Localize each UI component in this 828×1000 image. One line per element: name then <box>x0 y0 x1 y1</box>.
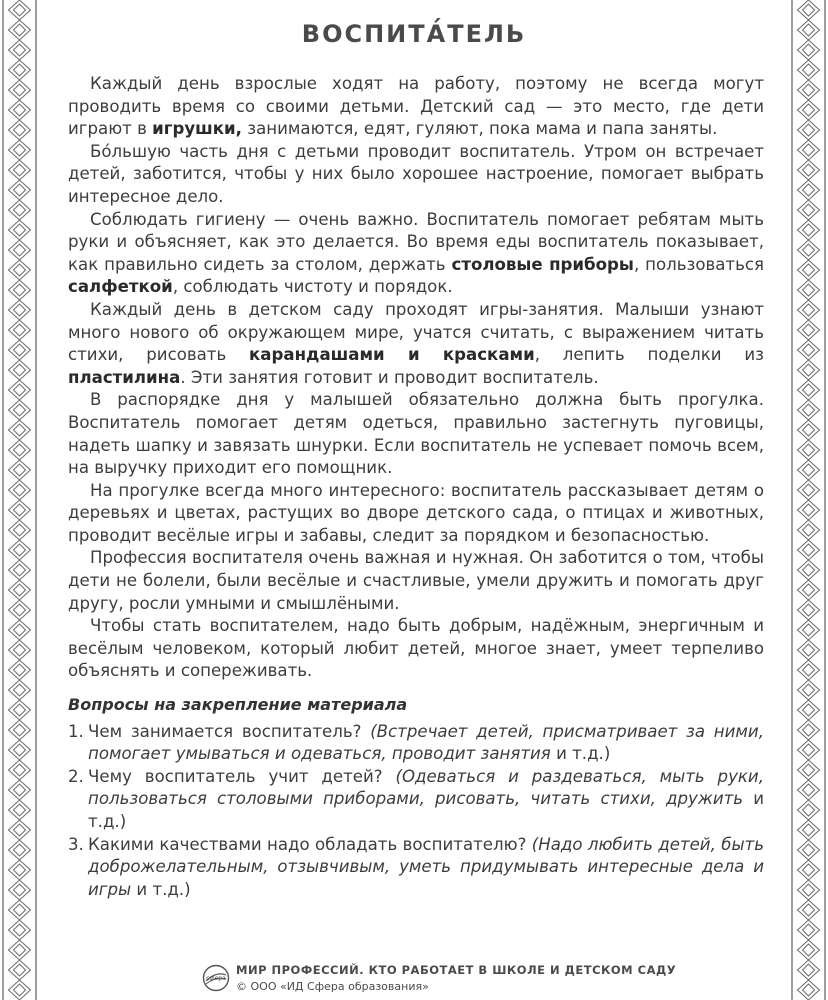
page-title: ВОСПИТА́ТЕЛЬ <box>301 20 527 49</box>
text-segment: . Эти занятия готовит и проводит воспитатель. <box>180 367 599 387</box>
ornament-diamond <box>9 920 31 940</box>
ornament-inner-diamond <box>14 244 26 256</box>
ornament-inner-diamond <box>14 904 26 916</box>
ornament-diamond <box>798 820 820 840</box>
logo-text: сфера <box>206 975 226 982</box>
ornament-inner-diamond <box>803 164 815 176</box>
ornament-diamond <box>798 0 820 20</box>
ornament-inner-diamond <box>14 464 26 476</box>
questions-list <box>68 721 764 902</box>
ornament-diamond <box>9 560 31 580</box>
ornament-diamond <box>9 540 31 560</box>
ornament-diamond <box>9 100 31 120</box>
ornament-inner-diamond <box>803 884 815 896</box>
ornament-diamond <box>798 440 820 460</box>
ornament-diamond <box>798 980 820 1000</box>
ornament-inner-diamond <box>14 404 26 416</box>
ornament-diamond <box>798 640 820 660</box>
ornament-diamond <box>9 120 31 140</box>
text-segment: , лепить поделки из <box>534 345 764 365</box>
ornament-diamond <box>9 360 31 380</box>
bold-term: столовые приборы <box>451 254 634 274</box>
ornament-inner-diamond <box>803 924 815 936</box>
ornament-inner-diamond <box>14 104 26 116</box>
ornament-diamond <box>798 720 820 740</box>
ornament-diamond <box>798 300 820 320</box>
footer-copyright: © ООО «ИД Сфера образования» <box>236 980 429 993</box>
ornament-inner-diamond <box>14 544 26 556</box>
ornament-diamond <box>9 500 31 520</box>
ornament-diamond <box>9 440 31 460</box>
ornament-diamond <box>9 480 31 500</box>
ornament-diamond <box>798 60 820 80</box>
ornament-inner-diamond <box>14 524 26 536</box>
ornament-inner-diamond <box>803 84 815 96</box>
text-segment: На прогулке всегда много интересного: воспитатель рассказывает детям о деревьях и цветах, растущих во дворе детского сада, о птицах и животных, проводит весёлые игры и забавы, следит за порядком и безопасностью. <box>68 480 764 545</box>
ornament-inner-diamond <box>803 844 815 856</box>
question-text: Чему воспитатель учит детей? <box>88 766 396 786</box>
ornament-diamond <box>798 120 820 140</box>
ornament-inner-diamond <box>803 724 815 736</box>
ornament-diamond <box>9 960 31 980</box>
ornament-inner-diamond <box>803 564 815 576</box>
paragraph <box>68 547 764 615</box>
ornament-diamond <box>798 860 820 880</box>
ornament-inner-diamond <box>14 4 26 16</box>
ornament-diamond <box>9 760 31 780</box>
ornament-diamond <box>798 800 820 820</box>
ornament-diamond <box>798 560 820 580</box>
paragraph <box>68 73 764 141</box>
ornament-diamond <box>798 940 820 960</box>
article-body <box>68 73 764 901</box>
ornament-inner-diamond <box>14 804 26 816</box>
ornament-diamond <box>798 220 820 240</box>
sfera-logo-icon <box>202 964 230 992</box>
ornament-inner-diamond <box>14 364 26 376</box>
ornament-inner-diamond <box>14 424 26 436</box>
ornament-inner-diamond <box>803 424 815 436</box>
ornament-inner-diamond <box>803 244 815 256</box>
text-segment: Профессия воспитателя очень важная и нужная. Он заботится о том, чтобы дети не болели, были весёлые и счастливые, умели дружить и помогать друг другу, росли умными и смышлёными. <box>68 548 764 613</box>
ornament-diamond <box>9 720 31 740</box>
ornament-diamond <box>9 300 31 320</box>
ornament-inner-diamond <box>14 924 26 936</box>
left-ornament-svg <box>0 0 40 1000</box>
question-text: и т.д.) <box>550 744 611 764</box>
ornament-diamond <box>798 740 820 760</box>
ornament-diamond <box>798 660 820 680</box>
ornament-inner-diamond <box>803 264 815 276</box>
ornament-inner-diamond <box>14 584 26 596</box>
question-item <box>68 834 764 902</box>
ornament-inner-diamond <box>803 344 815 356</box>
ornament-inner-diamond <box>803 984 815 996</box>
ornament-inner-diamond <box>14 224 26 236</box>
text-segment: В распорядке дня у малышей обязательно должна быть прогулка. Воспитатель помогает детям одеться, правильно застегнуть пуговицы, надеть шапку и завязать шнурки. Если воспитатель не успевает помочь всем, на выручку приходит его помощник. <box>68 390 764 478</box>
ornament-inner-diamond <box>803 704 815 716</box>
ornament-diamond <box>798 200 820 220</box>
ornament-inner-diamond <box>14 624 26 636</box>
ornament-diamond <box>798 260 820 280</box>
text-segment: Каждый день взрослые ходят на работу, поэтому не всегда могут проводить время со своими детьми. Детский сад — это место, где дети играют в <box>68 74 764 139</box>
ornament-diamond <box>798 680 820 700</box>
ornament-inner-diamond <box>14 304 26 316</box>
ornament-diamond <box>9 840 31 860</box>
right-ornament-svg <box>788 0 828 1000</box>
ornament-inner-diamond <box>14 564 26 576</box>
ornament-inner-diamond <box>14 844 26 856</box>
paragraph <box>68 480 764 548</box>
ornament-diamond <box>798 500 820 520</box>
ornament-diamond <box>798 400 820 420</box>
answer-hint: (Встречает детей, присматривает за ними, помогает умываться и одеваться, проводит занятия <box>88 721 764 764</box>
text-segment: Бо́льшую часть дня с детьми проводит воспитатель. Утром он встречает детей, заботится, чтобы у них было хорошее настроение, помогает выбрать интересное дело. <box>68 141 764 206</box>
ornament-inner-diamond <box>14 264 26 276</box>
ornament-inner-diamond <box>14 984 26 996</box>
ornament-diamond <box>798 420 820 440</box>
ornament-inner-diamond <box>803 504 815 516</box>
ornament-diamond <box>9 600 31 620</box>
ornament-inner-diamond <box>803 204 815 216</box>
text-segment: Чтобы стать воспитателем, надо быть добрым, надёжным, энергичным и весёлым человеком, который любит детей, многое знает, умеет терпеливо объяснять и сопереживать. <box>68 616 764 681</box>
bold-term: карандашами и красками <box>249 345 535 365</box>
ornament-inner-diamond <box>14 64 26 76</box>
ornament-inner-diamond <box>803 864 815 876</box>
ornament-inner-diamond <box>14 964 26 976</box>
answer-hint: (Надо любить детей, быть доброжелательным, отзывчивым, уметь придумывать интересные дела и игры <box>88 834 764 899</box>
ornament-inner-diamond <box>14 664 26 676</box>
ornament-inner-diamond <box>14 124 26 136</box>
ornament-diamond <box>9 620 31 640</box>
right-ornament-border <box>788 0 828 1000</box>
ornament-inner-diamond <box>14 164 26 176</box>
ornament-diamond <box>798 960 820 980</box>
paragraph <box>68 389 764 479</box>
ornament-inner-diamond <box>803 584 815 596</box>
ornament-diamond <box>9 520 31 540</box>
ornament-inner-diamond <box>803 744 815 756</box>
ornament-inner-diamond <box>803 224 815 236</box>
ornament-diamond <box>798 580 820 600</box>
bold-term: пластилина <box>68 367 181 387</box>
ornament-inner-diamond <box>14 144 26 156</box>
ornament-inner-diamond <box>803 944 815 956</box>
ornament-diamond <box>798 620 820 640</box>
ornament-inner-diamond <box>14 944 26 956</box>
ornament-inner-diamond <box>14 484 26 496</box>
ornament-diamond <box>9 460 31 480</box>
ornament-diamond <box>9 420 31 440</box>
ornament-diamond <box>798 280 820 300</box>
text-segment: занимаются, едят, гуляют, пока мама и папа заняты. <box>241 119 718 139</box>
ornament-inner-diamond <box>14 604 26 616</box>
ornament-inner-diamond <box>14 784 26 796</box>
ornament-diamond <box>9 400 31 420</box>
ornament-inner-diamond <box>803 604 815 616</box>
ornament-inner-diamond <box>803 444 815 456</box>
ornament-inner-diamond <box>803 364 815 376</box>
text-segment: , пользоваться <box>633 254 764 274</box>
questions-heading: Вопросы на закрепление материала <box>68 695 408 715</box>
ornament-diamond <box>798 180 820 200</box>
ornament-inner-diamond <box>14 704 26 716</box>
ornament-inner-diamond <box>14 824 26 836</box>
ornament-diamond <box>9 700 31 720</box>
question-text: Чем занимается воспитатель? <box>88 721 371 741</box>
ornament-diamond <box>9 0 31 20</box>
ornament-inner-diamond <box>803 764 815 776</box>
ornament-diamond <box>798 880 820 900</box>
ornament-diamond <box>798 600 820 620</box>
ornament-inner-diamond <box>803 384 815 396</box>
bold-term: салфеткой <box>68 277 173 297</box>
ornament-inner-diamond <box>14 344 26 356</box>
ornament-diamond <box>798 480 820 500</box>
ornament-diamond <box>798 900 820 920</box>
ornament-inner-diamond <box>803 524 815 536</box>
question-text: и т.д.) <box>131 879 191 899</box>
question-item <box>68 766 764 834</box>
ornament-inner-diamond <box>803 964 815 976</box>
ornament-inner-diamond <box>14 504 26 516</box>
footer-series-title: МИР ПРОФЕССИЙ. КТО РАБОТАЕТ В ШКОЛЕ И ДЕТСКОМ САДУ <box>236 963 677 977</box>
ornament-diamond <box>9 140 31 160</box>
ornament-diamond <box>9 220 31 240</box>
ornament-inner-diamond <box>14 184 26 196</box>
page-footer <box>206 962 716 998</box>
ornament-diamond <box>9 880 31 900</box>
ornament-diamond <box>798 920 820 940</box>
ornament-inner-diamond <box>14 744 26 756</box>
question-item <box>68 721 764 766</box>
ornament-diamond <box>9 640 31 660</box>
ornament-diamond <box>9 260 31 280</box>
answer-hint: (Одеваться и раздеваться, мыть руки, пользоваться столовыми приборами, рисовать, читать стихи, дружить <box>88 766 764 809</box>
ornament-inner-diamond <box>803 184 815 196</box>
ornament-inner-diamond <box>803 904 815 916</box>
ornament-inner-diamond <box>803 404 815 416</box>
ornament-inner-diamond <box>803 824 815 836</box>
ornament-inner-diamond <box>14 864 26 876</box>
ornament-inner-diamond <box>14 384 26 396</box>
ornament-diamond <box>9 820 31 840</box>
question-number: 1. <box>68 721 84 741</box>
ornament-diamond <box>9 660 31 680</box>
ornament-inner-diamond <box>803 544 815 556</box>
ornament-diamond <box>9 780 31 800</box>
ornament-diamond <box>798 540 820 560</box>
ornament-inner-diamond <box>803 784 815 796</box>
ornament-inner-diamond <box>14 84 26 96</box>
ornament-diamond <box>9 80 31 100</box>
bold-term: игрушки, <box>152 119 242 139</box>
ornament-diamond <box>9 180 31 200</box>
paragraph <box>68 299 764 389</box>
paragraph-list <box>68 73 764 683</box>
ornament-diamond <box>798 360 820 380</box>
ornament-inner-diamond <box>803 484 815 496</box>
ornament-diamond <box>798 160 820 180</box>
ornament-inner-diamond <box>14 284 26 296</box>
ornament-diamond <box>9 240 31 260</box>
ornament-inner-diamond <box>803 664 815 676</box>
ornament-diamond <box>9 160 31 180</box>
question-text: Какими качествами надо обладать воспитателю? <box>88 834 532 854</box>
ornament-diamond <box>798 80 820 100</box>
ornament-diamond <box>9 800 31 820</box>
ornament-inner-diamond <box>14 884 26 896</box>
ornament-inner-diamond <box>14 684 26 696</box>
ornament-inner-diamond <box>803 104 815 116</box>
ornament-diamond <box>798 760 820 780</box>
ornament-diamond <box>798 700 820 720</box>
ornament-inner-diamond <box>803 804 815 816</box>
ornament-inner-diamond <box>14 724 26 736</box>
paragraph <box>68 615 764 683</box>
ornament-inner-diamond <box>803 644 815 656</box>
ornament-diamond <box>798 240 820 260</box>
ornament-diamond <box>9 580 31 600</box>
ornament-diamond <box>9 740 31 760</box>
ornament-inner-diamond <box>803 64 815 76</box>
text-segment: Каждый день в детском саду проходят игры-занятия. Малыши узнают много нового об окружающем мире, учатся считать, с выражением читать стихи, рисовать <box>68 299 764 365</box>
ornament-inner-diamond <box>803 144 815 156</box>
ornament-diamond <box>9 980 31 1000</box>
text-segment: Соблюдать гигиену — очень важно. Воспитатель помогает ребятам мыть руки и объясняет, как это делается. Во время еды воспитатель показывает, как правильно сидеть за столом, держать <box>68 209 764 274</box>
ornament-inner-diamond <box>14 644 26 656</box>
ornament-diamond <box>798 100 820 120</box>
ornament-inner-diamond <box>14 444 26 456</box>
question-text: и т.д.) <box>88 789 764 831</box>
ornament-diamond <box>798 320 820 340</box>
ornament-inner-diamond <box>14 764 26 776</box>
paragraph <box>68 141 764 209</box>
ornament-diamond <box>798 140 820 160</box>
ornament-inner-diamond <box>803 4 815 16</box>
ornament-inner-diamond <box>803 624 815 636</box>
question-number: 2. <box>68 766 84 786</box>
left-ornament-border <box>0 0 40 1000</box>
ornament-diamond <box>798 780 820 800</box>
ornament-inner-diamond <box>803 324 815 336</box>
ornament-inner-diamond <box>803 284 815 296</box>
ornament-diamond <box>9 320 31 340</box>
ornament-diamond <box>9 200 31 220</box>
ornament-diamond <box>9 340 31 360</box>
ornament-inner-diamond <box>803 684 815 696</box>
ornament-diamond <box>798 380 820 400</box>
ornament-diamond <box>9 900 31 920</box>
ornament-inner-diamond <box>14 204 26 216</box>
ornament-inner-diamond <box>803 464 815 476</box>
ornament-diamond <box>9 860 31 880</box>
ornament-diamond <box>798 460 820 480</box>
ornament-diamond <box>798 520 820 540</box>
ornament-diamond <box>798 340 820 360</box>
ornament-diamond <box>9 940 31 960</box>
ornament-diamond <box>9 60 31 80</box>
ornament-diamond <box>9 680 31 700</box>
ornament-inner-diamond <box>803 124 815 136</box>
question-number: 3. <box>68 834 84 854</box>
paragraph <box>68 209 764 299</box>
ornament-inner-diamond <box>803 304 815 316</box>
ornament-inner-diamond <box>14 324 26 336</box>
ornament-diamond <box>9 280 31 300</box>
ornament-diamond <box>798 840 820 860</box>
ornament-diamond <box>9 380 31 400</box>
text-segment: , соблюдать чистоту и порядок. <box>172 277 453 297</box>
